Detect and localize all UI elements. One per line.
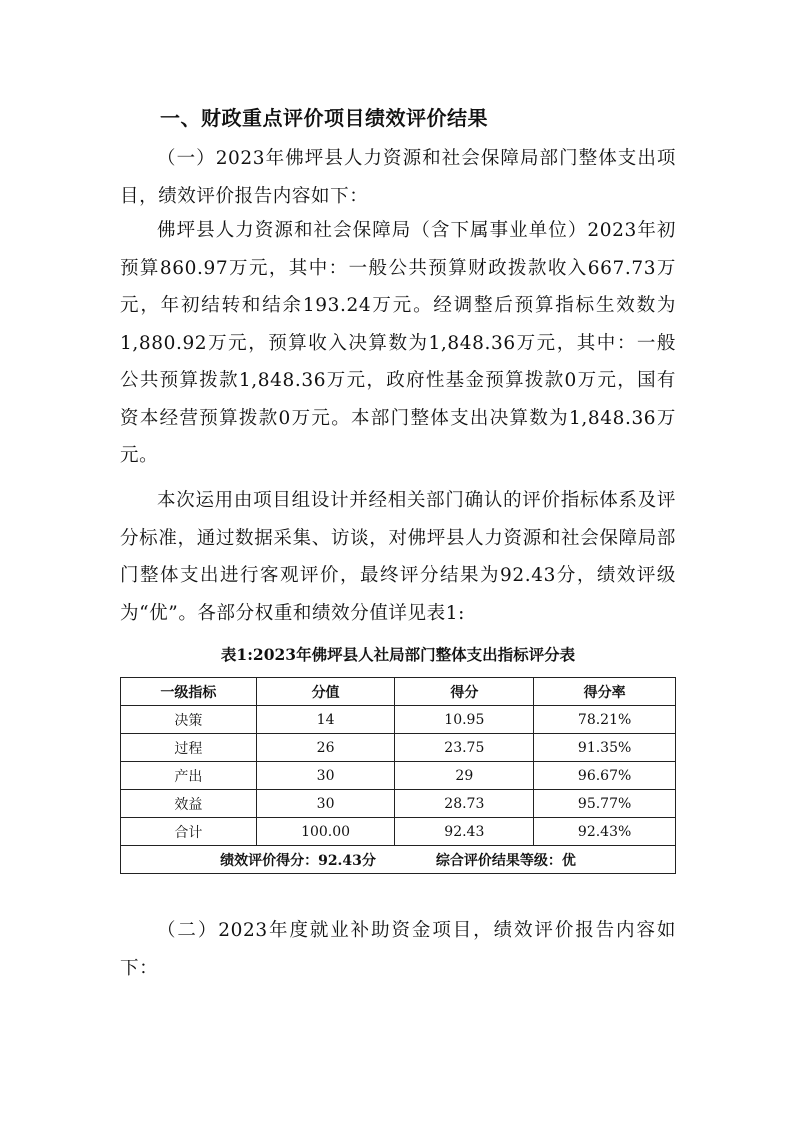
table-row [121, 734, 676, 762]
footer-total-score: 绩效评价得分：92.43分 [220, 852, 376, 869]
table-row [121, 762, 676, 790]
table-cell: 效益 [121, 790, 257, 818]
table-header-row [121, 678, 676, 706]
header-indicator: 一级指标 [121, 678, 257, 706]
table-cell: 95.77% [534, 790, 676, 818]
table-cell: 92.43% [534, 818, 676, 846]
section-heading: 一、财政重点评价项目绩效评价结果 [160, 106, 488, 130]
header-score-rate: 得分率 [534, 678, 676, 706]
table-cell: 29 [395, 762, 534, 790]
table-cell: 28.73 [395, 790, 534, 818]
paragraph-budget-summary: 佛坪县人力资源和社会保障局（含下属事业单位）2023年初预算860.97万元，其中：一般公共预算财政拨款收入667.73万元，年初结转和结余193.24万元。经调整后预算指标生效数为1,880.92万元，预算收入决算数为1,848.36万元，其中：一般公共预算拨款1,848.36万元，政府性基金预算拨款0万元，国有资本经营预算拨款0万元。本部门整体支出决算数为1,848.36万元。 [120, 220, 676, 466]
table-cell: 92.43 [395, 818, 534, 846]
header-weight: 分值 [256, 678, 395, 706]
table-row-total [121, 818, 676, 846]
table-cell: 23.75 [395, 734, 534, 762]
table-cell: 91.35% [534, 734, 676, 762]
table-cell: 过程 [121, 734, 257, 762]
table-cell: 合计 [121, 818, 257, 846]
paragraph-item-1-intro: （一）2023年佛坪县人力资源和社会保障局部门整体支出项目，绩效评价报告内容如下： [120, 148, 676, 207]
table-cell: 96.67% [534, 762, 676, 790]
table-footer-row [121, 846, 676, 874]
table-cell: 14 [256, 706, 395, 734]
table-cell: 决策 [121, 706, 257, 734]
table-row [121, 790, 676, 818]
table-caption: 表1:2023年佛坪县人社局部门整体支出指标评分表 [220, 645, 576, 664]
table-cell: 产出 [121, 762, 257, 790]
table-row [121, 706, 676, 734]
score-table [120, 677, 676, 874]
footer-grade: 综合评价结果等级：优 [435, 852, 576, 869]
paragraph-item-2-intro: （二）2023年度就业补助资金项目，绩效评价报告内容如下： [120, 920, 676, 979]
table-cell: 30 [256, 790, 395, 818]
table-cell: 100.00 [256, 818, 395, 846]
header-score: 得分 [395, 678, 534, 706]
paragraph-evaluation-method: 本次运用由项目组设计并经相关部门确认的评价指标体系及评分标准，通过数据采集、访谈，对佛坪县人力资源和社会保障局部门整体支出进行客观评价，最终评分结果为92.43分，绩效评级为“优”。各部分权重和绩效分值详见表1: [120, 490, 676, 624]
table-cell: 26 [256, 734, 395, 762]
table-cell: 30 [256, 762, 395, 790]
table-footer-cell [121, 846, 676, 874]
table-cell: 78.21% [534, 706, 676, 734]
table-cell: 10.95 [395, 706, 534, 734]
